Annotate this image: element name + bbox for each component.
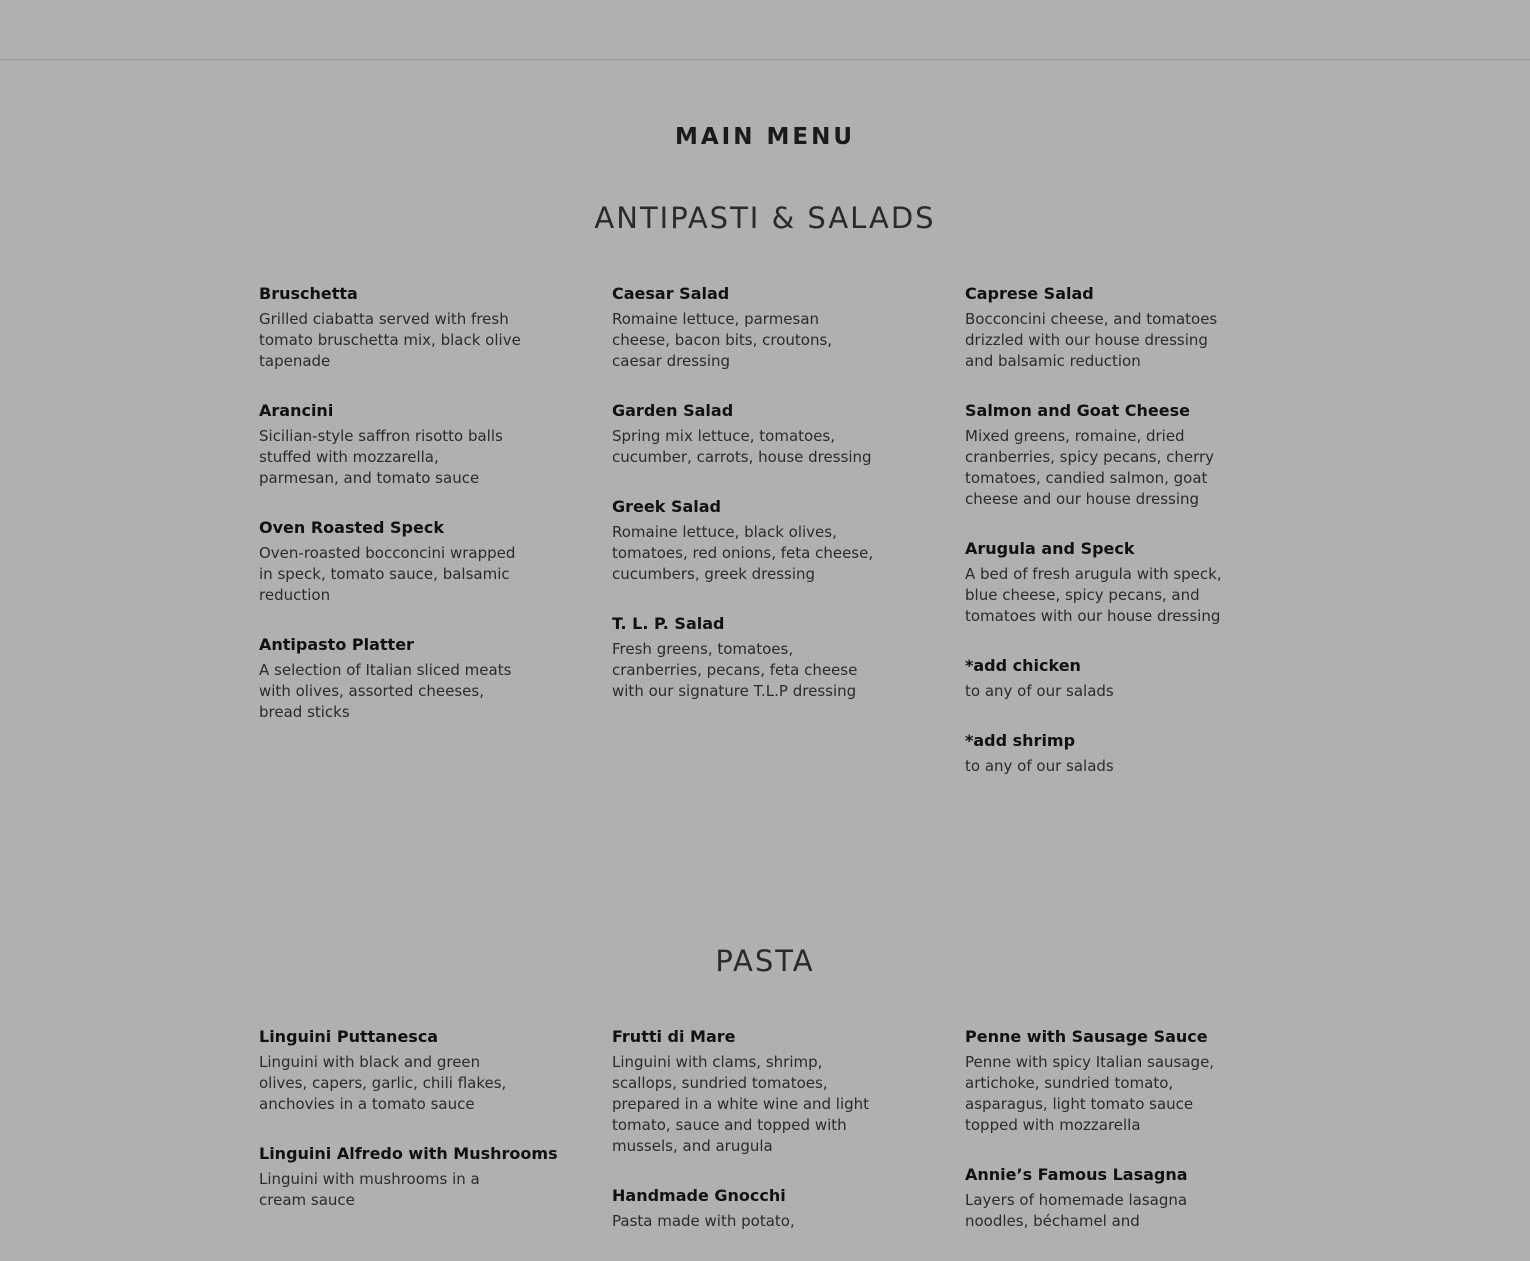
menu-item: [965, 539, 1227, 627]
menu-item: [612, 284, 874, 372]
menu-item-description: Bocconcini cheese, and tomatoes drizzled with our house dressing and balsamic reduction: [965, 310, 1218, 370]
menu-item-name: Caesar Salad: [612, 284, 730, 303]
page-title: MAIN MENU: [674, 124, 856, 150]
menu-item: [259, 401, 521, 489]
menu-item-name: Linguini Alfredo with Mushrooms: [259, 1144, 558, 1163]
menu-item: [259, 284, 521, 372]
menu-item-description: A selection of Italian sliced meats with olives, assorted cheeses, bread sticks: [259, 661, 512, 721]
menu-item-name: Linguini Puttanesca: [259, 1027, 439, 1046]
menu-item-description: A bed of fresh arugula with speck, blue cheese, spicy pecans, and tomatoes with our house dressing: [965, 565, 1222, 625]
pasta-column-3: [965, 1027, 1227, 1261]
menu-item-name: *add shrimp: [965, 731, 1076, 750]
menu-item-description: Linguini with black and green olives, capers, garlic, chili flakes, anchovies in a tomato sauce: [259, 1053, 507, 1113]
menu-item-description: Linguini with clams, shrimp, scallops, sundried tomatoes, prepared in a white wine and light tomato, sauce and topped with mussels, and arugula: [612, 1053, 870, 1155]
menu-item-name: Annie’s Famous Lasagna: [965, 1165, 1188, 1184]
menu-item: [965, 401, 1227, 510]
antipasti-column-2: [612, 284, 874, 731]
pasta-column-1: [259, 1027, 558, 1240]
menu-item-name: Penne with Sausage Sauce: [965, 1027, 1208, 1046]
menu-item-name: Salmon and Goat Cheese: [965, 401, 1190, 420]
top-navigation-bar: [0, 0, 1530, 60]
menu-item: [259, 518, 521, 606]
menu-item: [612, 1027, 874, 1157]
menu-item: [612, 614, 874, 702]
section-title-pasta: PASTA: [715, 944, 815, 978]
antipasti-column-3: [965, 284, 1227, 806]
menu-item-description: Grilled ciabatta served with fresh tomato bruschetta mix, black olive tapenade: [259, 310, 521, 370]
menu-item-description: Pasta made with potato,: [612, 1212, 795, 1230]
menu-item-name: Antipasto Platter: [259, 635, 414, 654]
menu-item-name: Garden Salad: [612, 401, 734, 420]
menu-item: [612, 1186, 874, 1232]
menu-item-name: Greek Salad: [612, 497, 721, 516]
menu-item-description: Layers of homemade lasagna noodles, béchamel and: [965, 1191, 1188, 1230]
menu-item: [612, 401, 874, 468]
menu-item-name: Arugula and Speck: [965, 539, 1135, 558]
menu-item-name: *add chicken: [965, 656, 1081, 675]
menu-item-description: Spring mix lettuce, tomatoes, cucumber, carrots, house dressing: [612, 427, 872, 466]
menu-item-description: to any of our salads: [965, 757, 1114, 775]
menu-item: [259, 1027, 521, 1115]
menu-item-name: Handmade Gnocchi: [612, 1186, 786, 1205]
menu-item: [965, 731, 1227, 777]
menu-item-description: Romaine lettuce, black olives, tomatoes, red onions, feta cheese, cucumbers, greek dressing: [612, 523, 874, 583]
menu-item: [612, 497, 874, 585]
menu-item-description: Mixed greens, romaine, dried cranberries, spicy pecans, cherry tomatoes, candied salmon, goat cheese and our house dressing: [965, 427, 1215, 508]
menu-item: [965, 1027, 1227, 1136]
menu-item-description: Romaine lettuce, parmesan cheese, bacon bits, croutons, caesar dressing: [612, 310, 833, 370]
menu-item-name: Oven Roasted Speck: [259, 518, 444, 537]
menu-item-description: Penne with spicy Italian sausage, artichoke, sundried tomato, asparagus, light tomato sauce topped with mozzarella: [965, 1053, 1215, 1134]
menu-item-name: Arancini: [259, 401, 334, 420]
menu-item: [259, 635, 521, 723]
menu-item-name: T. L. P. Salad: [612, 614, 725, 633]
menu-item: [965, 284, 1227, 372]
menu-item-description: Fresh greens, tomatoes, cranberries, pecans, feta cheese with our signature T.L.P dressing: [612, 640, 858, 700]
menu-item-name: Caprese Salad: [965, 284, 1094, 303]
menu-item-description: Linguini with mushrooms in a cream sauce: [259, 1170, 480, 1209]
menu-item: [965, 1165, 1227, 1232]
menu-item: [965, 656, 1227, 702]
antipasti-column-1: [259, 284, 521, 752]
section-title-antipasti-salads: ANTIPASTI & SALADS: [594, 201, 936, 235]
menu-item-name: Bruschetta: [259, 284, 358, 303]
menu-item-name: Frutti di Mare: [612, 1027, 736, 1046]
menu-item-description: Oven-roasted bocconcini wrapped in speck, tomato sauce, balsamic reduction: [259, 544, 516, 604]
menu-item-description: to any of our salads: [965, 682, 1114, 700]
menu-item: [259, 1144, 558, 1211]
menu-item-description: Sicilian-style saffron risotto balls stuffed with mozzarella, parmesan, and tomato sauce: [259, 427, 503, 487]
pasta-column-2: [612, 1027, 874, 1261]
